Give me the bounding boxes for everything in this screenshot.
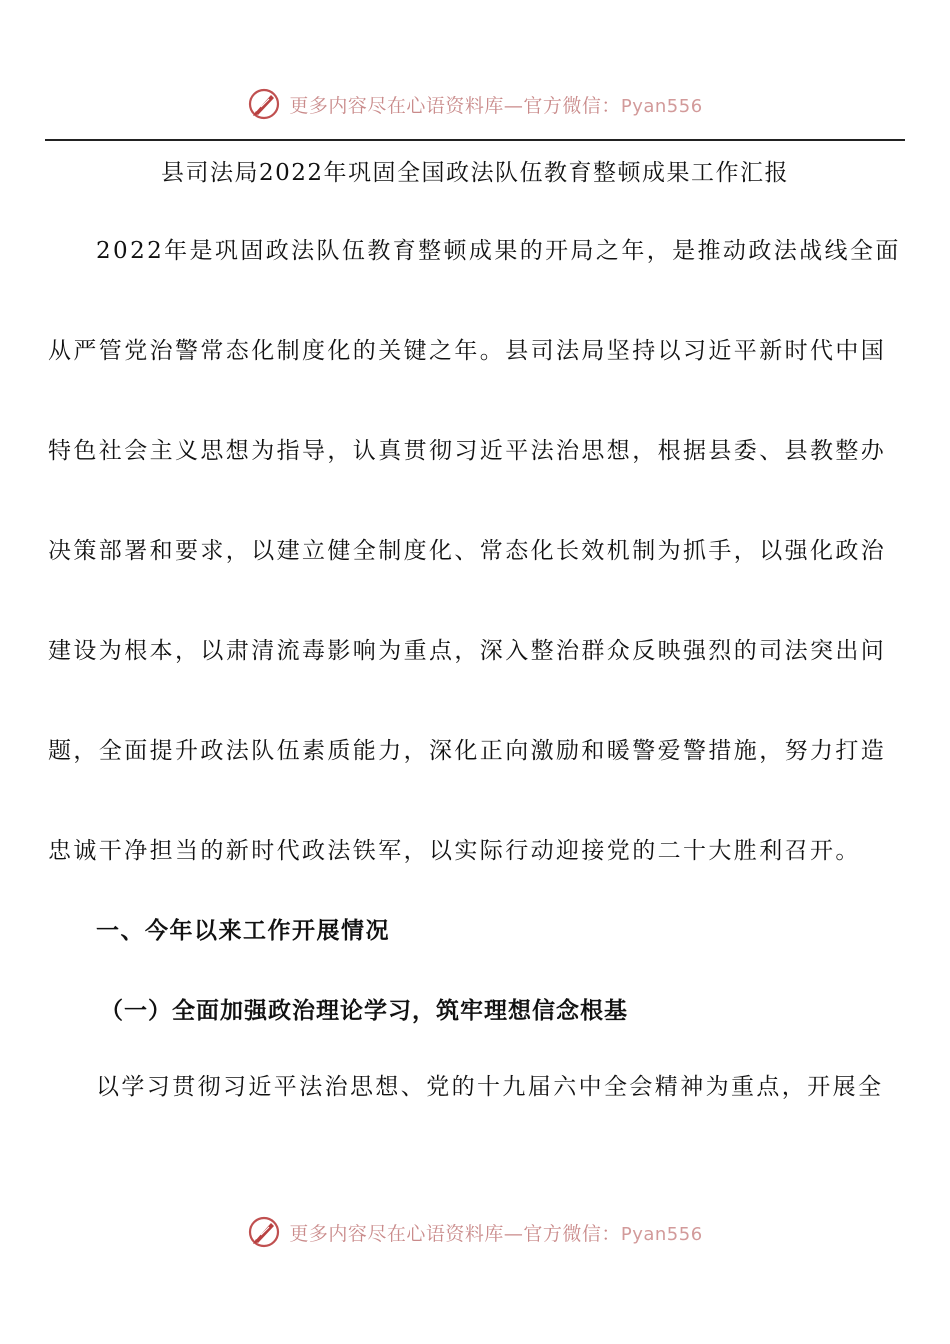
paragraph-line: 2022年是巩固政法队伍教育整顿成果的开局之年，是推动政法战线全面	[96, 238, 901, 264]
paragraph-line: 题，全面提升政法队伍素质能力，深化正向激励和暖警爱警措施，努力打造	[48, 738, 887, 764]
quill-logo-icon	[247, 1215, 281, 1249]
watermark-wechat-id: Pyan556	[620, 1223, 703, 1245]
paragraph-line: 以学习贯彻习近平法治思想、党的十九届六中全会精神为重点，开展全	[96, 1074, 884, 1100]
watermark-text: 更多内容尽在心语资料库—官方微信：Pyan556	[289, 94, 703, 117]
quill-logo-icon	[247, 87, 281, 121]
subsection-heading: （一）全面加强政治理论学习，筑牢理想信念根基	[100, 997, 628, 1024]
paragraph-line: 决策部署和要求，以建立健全制度化、常态化长效机制为抓手，以强化政治	[48, 538, 887, 564]
paragraph-line: 建设为根本，以肃清流毒影响为重点，深入整治群众反映强烈的司法突出问	[48, 638, 887, 664]
section-heading: 一、今年以来工作开展情况	[96, 917, 390, 944]
paragraph-line: 特色社会主义思想为指导，认真贯彻习近平法治思想，根据县委、县教整办	[48, 438, 887, 464]
header-watermark	[0, 84, 950, 124]
footer-watermark	[0, 1212, 950, 1252]
paragraph-line: 忠诚干净担当的新时代政法铁军，以实际行动迎接党的二十大胜利召开。	[48, 838, 861, 864]
watermark-text: 更多内容尽在心语资料库—官方微信：Pyan556	[289, 1222, 703, 1245]
header-divider	[45, 139, 905, 141]
watermark-wechat-id: Pyan556	[620, 95, 703, 117]
document-title: 县司法局2022年巩固全国政法队伍教育整顿成果工作汇报	[160, 160, 790, 186]
paragraph-line: 从严管党治警常态化制度化的关键之年。县司法局坚持以习近平新时代中国	[48, 338, 887, 364]
